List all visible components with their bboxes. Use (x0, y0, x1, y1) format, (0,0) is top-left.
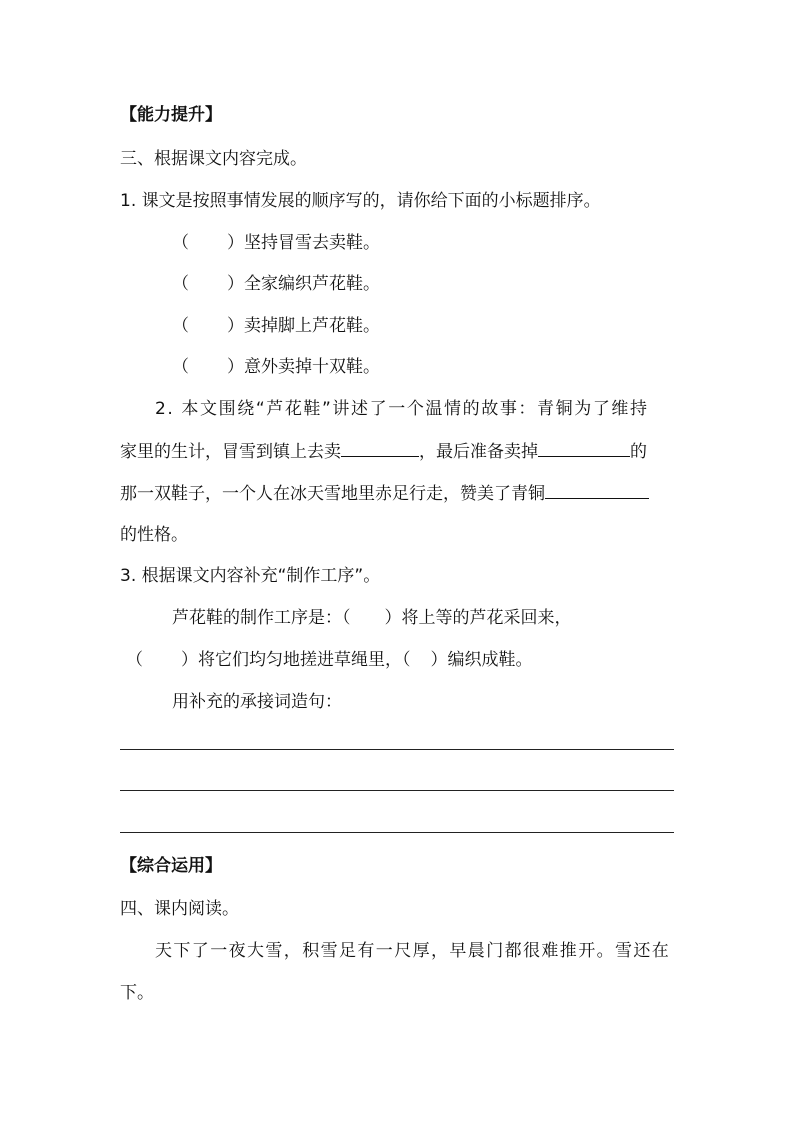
order-item-4 (172, 356, 380, 378)
paren-open: （ (342, 608, 351, 628)
writing-line-3[interactable] (120, 832, 674, 833)
paren-open: （ (172, 316, 189, 336)
order-item-text: 卖掉脚上芦花鞋。 (244, 316, 380, 336)
question-3-text: 将它们均匀地搓进草绳里， (198, 650, 402, 670)
question-2-text: 的 (630, 442, 647, 462)
question-3-line-2 (126, 649, 533, 671)
order-item-text: 全家编织芦花鞋。 (244, 274, 380, 294)
order-item-text: 坚持冒雪去卖鞋。 (244, 233, 380, 253)
fill-blank-sell-item[interactable] (341, 440, 419, 457)
question-3-line-1 (172, 607, 572, 629)
section-heading-ability: 【能力提升】 (120, 105, 222, 125)
section-heading-application: 【综合运用】 (120, 856, 222, 876)
paren-open: （ (172, 357, 189, 377)
order-item-3 (172, 315, 380, 337)
question-3-text: 编织成鞋。 (447, 650, 533, 670)
passage-line-1: 天下了一夜大雪，积雪足有一尺厚，早晨门都很难推开。雪还在 (155, 941, 671, 961)
paren-close: ） (227, 274, 244, 294)
question-2-line-3 (120, 482, 649, 505)
order-item-2 (172, 273, 380, 295)
writing-line-2[interactable] (120, 790, 674, 791)
order-item-text: 意外卖掉十双鞋。 (244, 357, 380, 377)
part-title-three: 三、根据课文内容完成。 (120, 149, 307, 169)
question-1-prompt: 1. 课文是按照事情发展的顺序写的，请你给下面的小标题排序。 (120, 191, 601, 211)
paren-open: （ (402, 650, 411, 670)
order-item-1 (172, 232, 380, 254)
passage-line-2: 下。 (120, 983, 154, 1003)
question-3-text: 芦花鞋的制作工序是： (172, 608, 342, 628)
paren-open: （ (172, 274, 189, 294)
writing-line-1[interactable] (120, 749, 674, 750)
sentence-prompt: 用补充的承接词造句： (172, 692, 342, 712)
paren-close: ） (227, 233, 244, 253)
fill-blank-character[interactable] (545, 482, 649, 499)
part-title-four: 四、课内阅读。 (120, 899, 239, 919)
paren-close: ） (227, 357, 244, 377)
paren-open: （ (172, 233, 189, 253)
fill-blank-sell-shoes[interactable] (538, 440, 630, 457)
question-2-line-2 (120, 440, 647, 463)
paren-close: ） (181, 650, 198, 670)
question-2-text: 家里的生计，冒雪到镇上去卖 (120, 442, 341, 462)
question-2-line-4: 的性格。 (120, 525, 188, 545)
question-2-text: ，最后准备卖掉 (419, 442, 538, 462)
question-3-prompt: 3. 根据课文内容补充“制作工序”。 (120, 566, 381, 586)
paren-open: （ (126, 650, 143, 670)
paren-close: ） (430, 650, 448, 670)
question-3-text: 将上等的芦花采回来， (401, 608, 572, 628)
paren-close: ） (384, 608, 402, 628)
paren-close: ） (227, 316, 244, 336)
question-2-line-1: 2. 本文围绕“芦花鞋”讲述了一个温情的故事：青铜为了维持 (155, 399, 649, 419)
question-2-text: 那一双鞋子，一个人在冰天雪地里赤足行走，赞美了青铜 (120, 484, 545, 504)
